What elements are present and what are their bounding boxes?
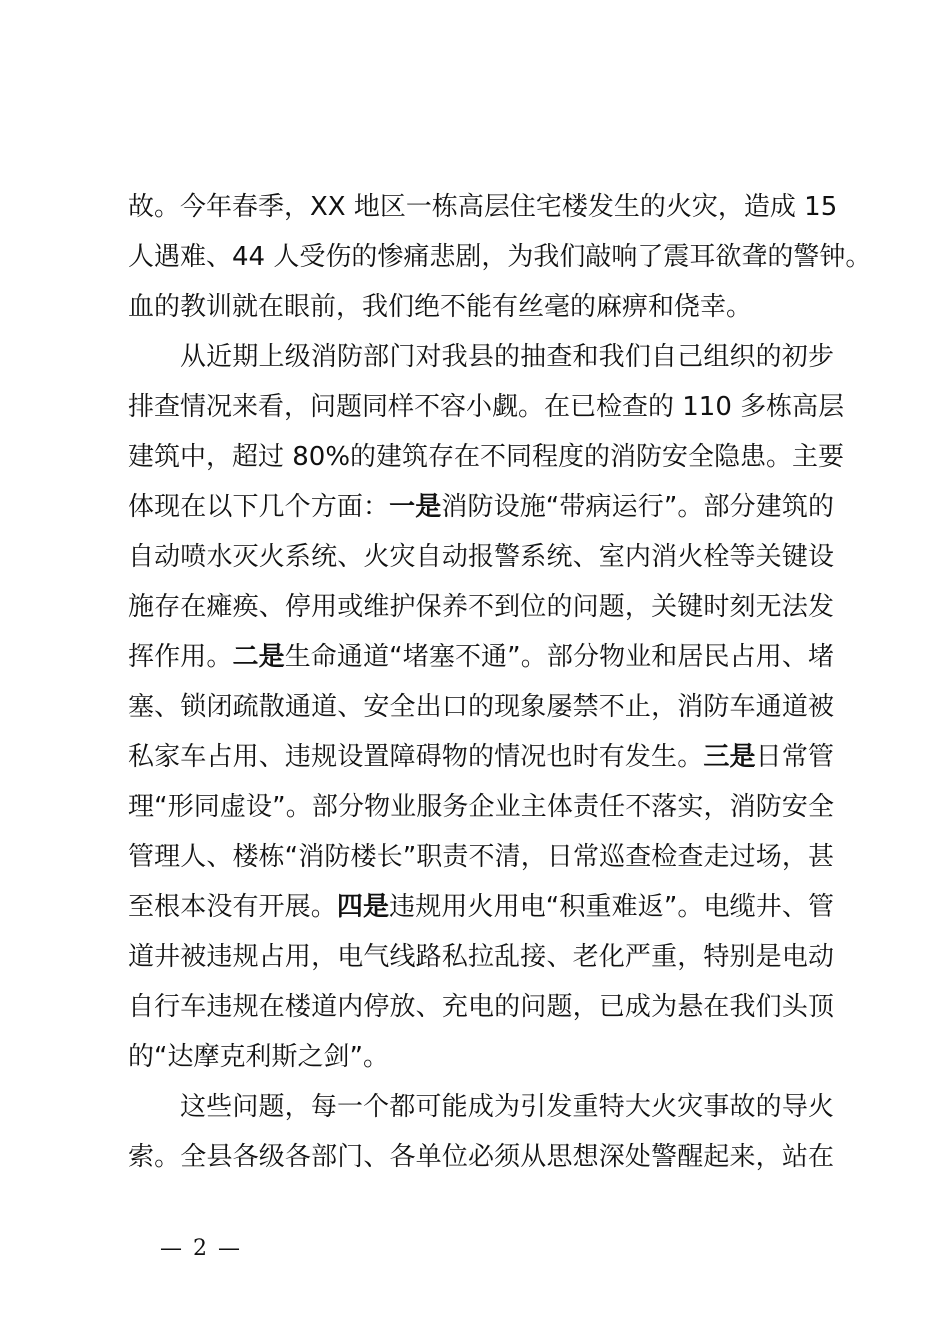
text-segment: 管理人、楼栋“消防楼长”职责不清，日常巡查检查走过场，甚 [128, 842, 834, 872]
text-line [128, 532, 834, 582]
text-line [128, 482, 834, 532]
text-segment: 人遇难、44 人受伤的惨痛悲剧，为我们敲响了震耳欲聋的警钟。 [128, 242, 872, 272]
text-segment: 排查情况来看，问题同样不容小觑。在已检查的 110 多栋高层 [128, 392, 845, 422]
text-line [128, 1032, 834, 1082]
text-segment: 消防设施“带病运行”。部分建筑的 [441, 492, 834, 522]
text-line [128, 782, 834, 832]
text-segment: 这些问题，每一个都可能成为引发重特大火灾事故的导火 [180, 1092, 834, 1122]
text-line [128, 682, 834, 732]
text-segment: 道井被违规占用，电气线路私拉乱接、老化严重，特别是电动 [128, 942, 834, 972]
text-segment: 从近期上级消防部门对我县的抽查和我们自己组织的初步 [180, 342, 834, 372]
text-line [128, 282, 834, 332]
text-segment: 理“形同虚设”。部分物业服务企业主体责任不落实，消防安全 [128, 792, 834, 822]
text-segment: 故。今年春季，XX 地区一栋高层住宅楼发生的火灾，造成 15 [128, 192, 838, 222]
text-line [128, 932, 834, 982]
text-segment: 塞、锁闭疏散通道、安全出口的现象屡禁不止，消防车通道被 [128, 692, 834, 722]
text-segment: 建筑中，超过 80%的建筑存在不同程度的消防安全隐患。主要 [128, 442, 845, 472]
page-number: — 2 — [160, 1236, 242, 1261]
text-segment: 施存在瘫痪、停用或维护保养不到位的问题，关键时刻无法发 [128, 592, 834, 622]
bold-keyword: 二是 [232, 642, 285, 672]
text-segment: 自动喷水灭火系统、火灾自动报警系统、室内消火栓等关键设 [128, 542, 834, 572]
text-segment: 挥作用。 [128, 642, 233, 672]
paragraph [128, 332, 845, 1082]
text-segment: 违规用火用电“积重难返”。电缆井、管 [389, 892, 834, 922]
text-line [128, 432, 845, 482]
text-line [128, 1082, 834, 1132]
text-line [128, 632, 834, 682]
text-line [128, 732, 834, 782]
text-segment: 生命通道“堵塞不通”。部分物业和居民占用、堵 [284, 642, 834, 672]
text-line [128, 332, 834, 382]
text-segment: 日常管 [755, 742, 834, 772]
text-line [128, 182, 838, 232]
text-segment: 的“达摩克利斯之剑”。 [128, 1042, 389, 1072]
text-segment: 自行车违规在楼道内停放、充电的问题，已成为悬在我们头顶 [128, 992, 834, 1022]
text-line [128, 582, 834, 632]
bold-keyword: 三是 [703, 742, 756, 772]
bold-keyword: 四是 [336, 892, 390, 922]
text-segment: 索。全县各级各部门、各单位必须从思想深处警醒起来，站在 [128, 1142, 834, 1172]
text-line [128, 382, 845, 432]
document-body [128, 182, 872, 1182]
text-segment: 血的教训就在眼前，我们绝不能有丝毫的麻痹和侥幸。 [128, 292, 753, 322]
text-line [128, 1132, 834, 1182]
text-segment: 私家车占用、违规设置障碍物的情况也时有发生。 [128, 742, 704, 772]
bold-keyword: 一是 [389, 492, 442, 522]
text-segment: 体现在以下几个方面： [128, 492, 390, 522]
text-segment: 至根本没有开展。 [128, 892, 337, 922]
text-line [128, 982, 834, 1032]
paragraph [128, 182, 872, 332]
text-line [128, 232, 872, 282]
text-line [128, 882, 834, 932]
text-line [128, 832, 834, 882]
paragraph [128, 1082, 834, 1182]
